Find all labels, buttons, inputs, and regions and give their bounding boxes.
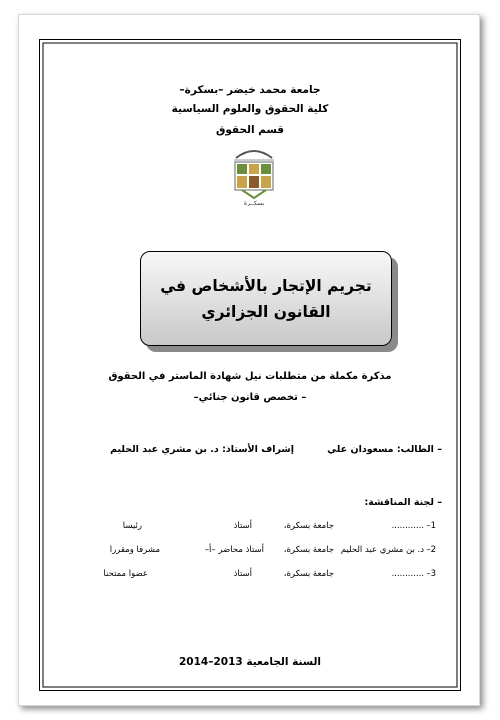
committee-heading: – لجنة المناقشة: <box>364 497 442 508</box>
specialization: – تخصص قانون جنائي– <box>193 392 307 403</box>
academic-year: السنة الجامعية 2013–2014 <box>178 656 322 668</box>
member-rank: أستاذ <box>233 521 252 531</box>
member-role: عضوا ممتحنا <box>103 569 148 579</box>
student-name: – الطالب: مسعودان علي <box>327 444 442 455</box>
member-affiliation: جامعة بسكرة، <box>283 521 334 531</box>
member-number: 3– <box>426 569 436 579</box>
member-affiliation: جامعة بسكرة، <box>283 569 334 579</box>
thesis-title-line-1: تجريم الإتجار بالأشخاص في <box>160 276 372 295</box>
member-role: مشرفا ومقررا <box>109 545 160 555</box>
faculty-name: كلية الحقوق والعلوم السياسية <box>171 103 329 115</box>
logo-text: بسكــرة <box>243 200 265 206</box>
member-rank: أستاذ محاضر –أ– <box>204 545 264 555</box>
supervisor-name: إشراف الأستاذ: د. بن مشري عبد الحليم <box>110 444 294 455</box>
thesis-purpose: مذكرة مكملة من متطلبات نيل شهادة الماستر في الحقوق <box>108 371 392 382</box>
thesis-title-box <box>140 251 392 346</box>
page-border-frame <box>39 39 461 691</box>
member-name: ............ <box>391 569 424 579</box>
university-crest-icon <box>228 144 280 206</box>
document-page <box>18 14 480 706</box>
member-name: ............ <box>391 521 424 531</box>
thesis-title-line-2: القانون الجزائري <box>201 302 331 321</box>
member-rank: أستاذ <box>233 569 252 579</box>
member-number: 1– <box>426 521 436 531</box>
university-name: جامعة محمد خيضر –بسكرة– <box>179 84 321 96</box>
department-name: قسم الحقوق <box>215 124 285 136</box>
member-name: د. بن مشري عبد الحليم <box>340 545 424 555</box>
member-role: رئيسا <box>122 521 142 531</box>
member-number: 2– <box>426 545 436 555</box>
member-affiliation: جامعة بسكرة، <box>283 545 334 555</box>
